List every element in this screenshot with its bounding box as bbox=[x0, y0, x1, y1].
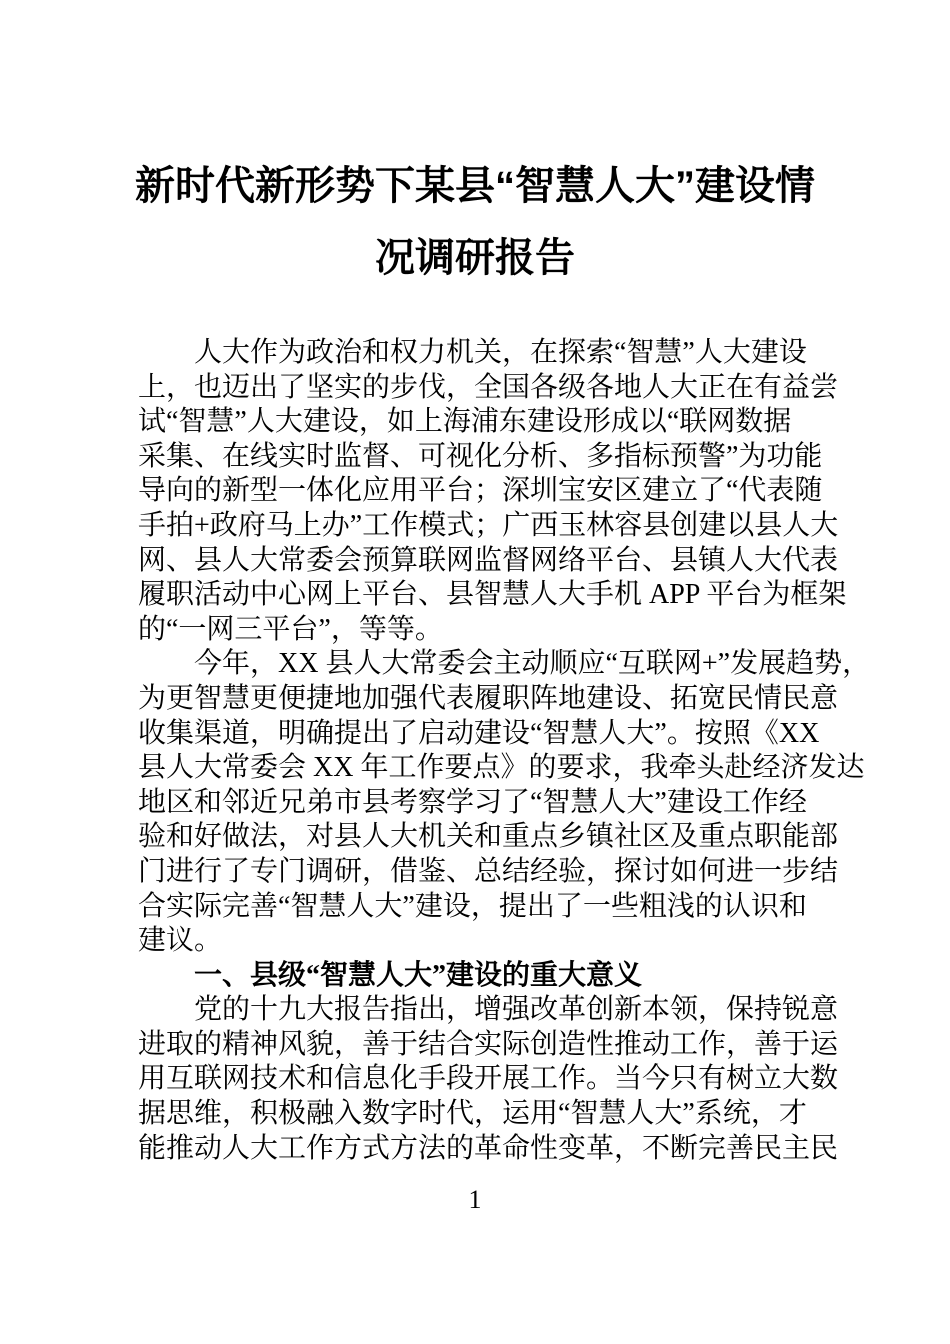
document-title bbox=[0, 150, 950, 294]
title-line: 新时代新形势下某县“智慧人大”建设情 bbox=[135, 164, 815, 208]
body-line: 试“智慧”人大建设，如上海浦东建设形成以“联网数据 bbox=[138, 406, 792, 438]
body-line: 验和好做法，对县人大机关和重点乡镇社区及重点职能部 bbox=[138, 821, 839, 853]
body-line: 上，也迈出了坚实的步伐，全国各级各地人大正在有益尝 bbox=[138, 371, 839, 403]
body-line: 采集、在线实时监督、可视化分析、多指标预警”为功能 bbox=[138, 440, 823, 472]
body-line: 网、县人大常委会预算联网监督网络平台、县镇人大代表 bbox=[138, 544, 839, 576]
body-line: 的“一网三平台”，等等。 bbox=[138, 613, 443, 645]
title-line: 况调研报告 bbox=[375, 236, 575, 280]
body-line: 建议。 bbox=[138, 925, 223, 957]
body-line: 据思维，积极融入数字时代，运用“智慧人大”系统，才 bbox=[138, 1098, 807, 1130]
body-line: 导向的新型一体化应用平台；深圳宝安区建立了“代表随 bbox=[138, 475, 823, 507]
body-line: 进取的精神风貌，善于结合实际创造性推动工作，善于运 bbox=[138, 1028, 839, 1060]
body-line: 用互联网技术和信息化手段开展工作。当今只有树立大数 bbox=[138, 1063, 839, 1095]
body-line: 党的十九大报告指出，增强改革创新本领，保持锐意 bbox=[194, 994, 839, 1026]
body-line: 为更智慧更便捷地加强代表履职阵地建设、拓宽民情民意 bbox=[138, 682, 839, 714]
body-line: 履职活动中心网上平台、县智慧人大手机 APP 平台为框架 bbox=[138, 579, 847, 611]
body-line: 地区和邻近兄弟市县考察学习了“智慧人大”建设工作经 bbox=[138, 786, 807, 818]
section-heading: 一、县级“智慧人大”建设的重大意义 bbox=[194, 959, 643, 991]
body-line: 县人大常委会 XX 年工作要点》的要求，我牵头赴经济发达 bbox=[138, 752, 865, 784]
body-line: 手拍+政府马上办”工作模式；广西玉林容县创建以县人大 bbox=[138, 509, 839, 541]
body-line: 人大作为政治和权力机关，在探索“智慧”人大建设 bbox=[194, 337, 807, 368]
body-line: 门进行了专门调研，借鉴、总结经验，探讨如何进一步结 bbox=[138, 855, 839, 887]
body-line: 今年，XX 县人大常委会主动顺应“互联网+”发展趋势， bbox=[194, 648, 871, 680]
body-line: 收集渠道，明确提出了启动建设“智慧人大”。按照《XX bbox=[138, 717, 820, 749]
body-line: 能推动人大工作方式方法的革命性变革，不断完善民主民 bbox=[138, 1132, 839, 1164]
body-line: 合实际完善“智慧人大”建设，提出了一些粗浅的认识和 bbox=[138, 890, 807, 922]
page-number: 1 bbox=[468, 1185, 482, 1214]
document-body bbox=[138, 336, 871, 1166]
